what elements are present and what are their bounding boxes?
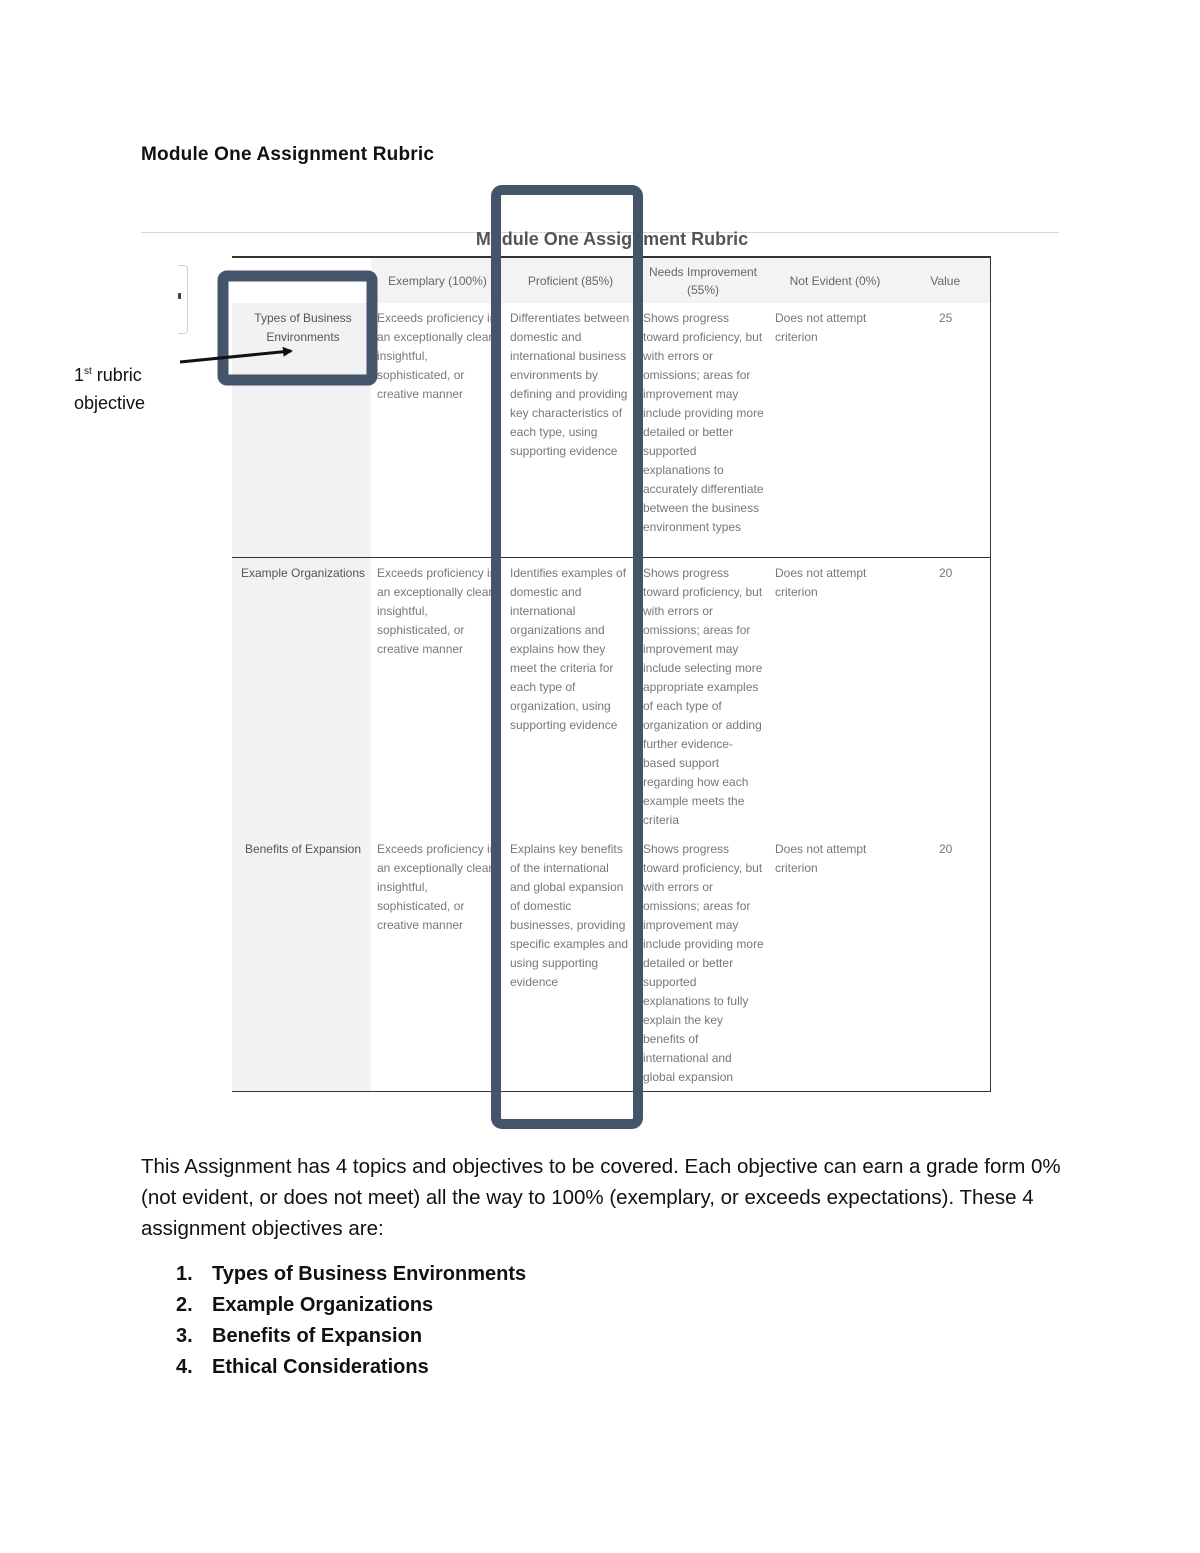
list-number: 4. [176, 1356, 193, 1378]
annotation-label-ordinal: st [84, 366, 92, 377]
rubric-row [232, 303, 990, 558]
header-criterion [232, 257, 371, 303]
needs-improvement-cell: Shows progress toward proficiency, but with errors or omissions; areas for improvement may include providing more detailed or better supported explanations to fully explain the key benefits of international and global expansion [643, 842, 764, 1084]
value-cell: 25 [901, 303, 990, 558]
list-item [141, 1290, 526, 1321]
rubric-row [232, 558, 990, 835]
header-not-evident: Not Evident (0%) [769, 257, 901, 303]
rubric-screenshot-title: Module One Assignment Rubric [475, 229, 749, 249]
criterion-cell: Benefits of Expansion [232, 834, 371, 1092]
list-number: 2. [176, 1294, 193, 1316]
not-evident-cell: Does not attempt criterion [769, 303, 901, 558]
list-item [141, 1259, 526, 1290]
list-number: 3. [176, 1325, 193, 1347]
value-cell: 20 [939, 566, 953, 580]
list-item-text: Types of Business Environments [212, 1263, 527, 1285]
annotation-label-number: 1 [74, 365, 85, 385]
header-needs-improvement: Needs Improvement (55%) [637, 257, 769, 303]
exemplary-cell: Exceeds proficiency in an exceptionally clear, insightful, sophisticated, or creative manner [377, 842, 497, 932]
rubric-table [232, 256, 991, 1092]
collapse-tab [178, 265, 188, 334]
criterion-cell: Example Organizations [232, 558, 371, 835]
proficient-cell: Identifies examples of domestic and international organizations and explains how they meet the criteria for each type of organization, using supporting evidence [510, 566, 627, 732]
rubric-header-row [232, 257, 990, 303]
proficient-cell: Explains key benefits of the international and global expansion of domestic businesses, providing specific examples and using supporting evidence [510, 842, 629, 989]
exemplary-cell: Exceeds proficiency in an exceptionally clear, insightful, sophisticated, or creative manner [377, 566, 497, 656]
value-cell: 20 [939, 842, 953, 856]
header-exemplary: Exemplary (100%) [371, 257, 504, 303]
list-item [141, 1321, 526, 1352]
not-evident-cell: Does not attempt criterion [775, 842, 867, 875]
document-title: Module One Assignment Rubric [141, 144, 435, 165]
annotation-label-line2: objective [74, 393, 146, 413]
list-item-text: Ethical Considerations [212, 1356, 429, 1378]
criterion-cell: Types of Business Environments [232, 303, 371, 558]
annotation-label-word: rubric [91, 365, 142, 385]
header-proficient: Proficient (85%) [504, 257, 637, 303]
list-item [141, 1352, 526, 1383]
exemplary-cell: Exceeds proficiency in an exceptionally clear, insightful, sophisticated, or creative manner [371, 303, 504, 558]
proficient-cell: Differentiates between domestic and international business environments by defining and providing key characteristics of each type, using supporting evidence [504, 303, 637, 558]
needs-improvement-cell: Shows progress toward proficiency, but with errors or omissions; areas for improvement may include selecting more appropriate examples of each type of organization or adding further evidence-based support regarding how each example meets the criteria [643, 566, 763, 827]
collapse-arrow-icon [178, 293, 181, 299]
intro-paragraph: This Assignment has 4 topics and objectives to be covered. Each objective can earn a grade form 0% (not evident, or does not meet) all the way to 100% (exemplary, or exceeds expectations). These 4 assignment objectives are: [141, 1155, 1061, 1240]
objectives-list [141, 1259, 526, 1383]
list-item-text: Example Organizations [212, 1294, 434, 1316]
list-number: 1. [176, 1263, 193, 1285]
rubric-row [232, 834, 990, 1092]
needs-improvement-cell: Shows progress toward proficiency, but with errors or omissions; areas for improvement may include providing more detailed or better supported explanations to accurately differentiate between the business environment types [637, 303, 769, 558]
not-evident-cell: Does not attempt criterion [775, 566, 867, 599]
header-value: Value [901, 257, 990, 303]
list-item-text: Benefits of Expansion [212, 1325, 423, 1347]
annotation-label [74, 358, 145, 417]
